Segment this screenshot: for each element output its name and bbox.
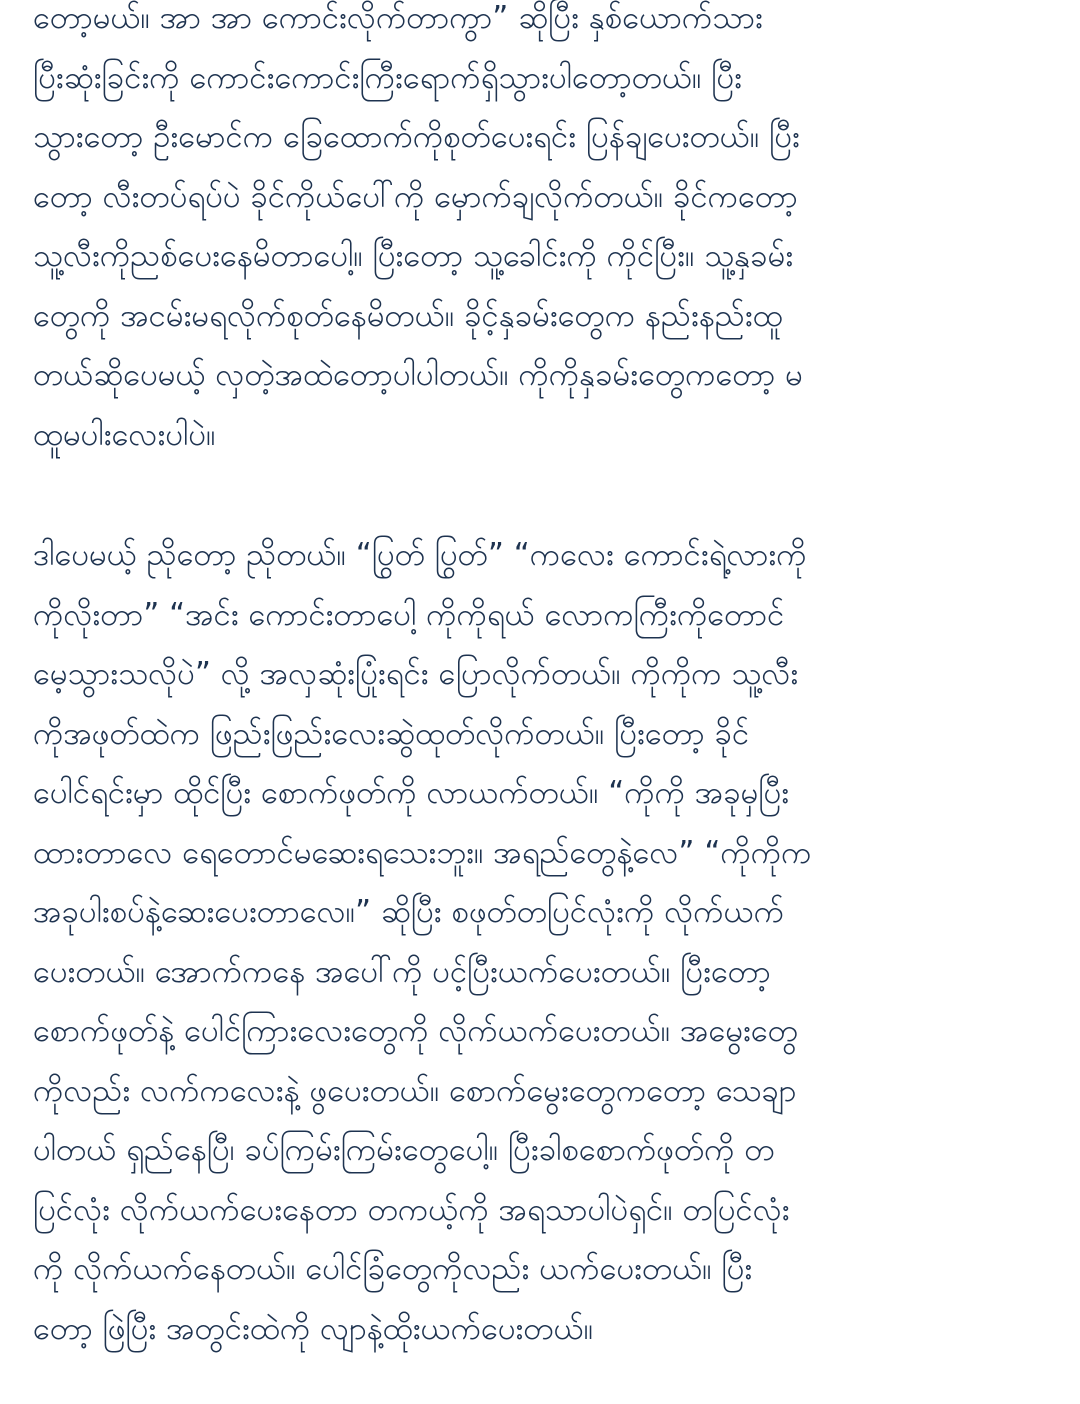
text-line: တွေကို အငမ်းမရလိုက်စုတ်နေမိတယ်။ ခိုင့်နှခမ်းတွေက နည်းနည်းထူ [33, 297, 783, 334]
text-line: ကိုလည်း လက်ကလေးနဲ့ ဖွပေးတယ်။ စောက်မွေးတွေကတော့ သေချာ [33, 1072, 797, 1109]
paragraph-2 [33, 526, 1047, 1359]
text-line: စောက်ဖုတ်နဲ့ ပေါင်ကြားလေးတွေကို လိုက်ယက်ပေးတယ်။ အမွေးတွေ [33, 1013, 798, 1049]
text-line: ပါတယ် ရှည်နေပြီ၊ ခပ်ကြမ်းကြမ်းတွေပေါ့။ ပြီးခါစစောက်ဖုတ်ကို တ [33, 1132, 775, 1168]
text-line: ကိုအဖုတ်ထဲက ဖြည်းဖြည်းလေးဆွဲထုတ်လိုက်တယ်။ ပြီးတော့ ခိုင် [33, 715, 750, 752]
text-line: ပြီးဆုံးခြင်းကို ကောင်းကောင်းကြီးရောက်ရှိသွားပါတော့တယ်။ ပြီး [33, 59, 743, 96]
text-line: ကိုလိုးတာ” “အင်း ကောင်းတာပေါ့ ကိုကိုရယ် လောကကြီးကိုတောင် [33, 596, 785, 633]
text-line: သူ့လီးကိုညစ်ပေးနေမိတာပေါ့။ ပြီးတော့ သူ့ခေါင်းကို ကိုင်ပြီး။ သူ့နှခမ်း [33, 238, 794, 274]
text-line: တော့ ဖြဲပြီး အတွင်းထဲကို လျာနဲ့ထိုးယက်ပေးတယ်။ [33, 1310, 594, 1347]
paragraph-spacer [33, 465, 1047, 526]
text-line: တော့ လီးတပ်ရပ်ပဲ ခိုင်ကိုယ်ပေါ်ကို မှောက်ချလိုက်တယ်။ ခိုင်ကတော့ [33, 178, 798, 215]
text-line: ပြင်လုံး လိုက်ယက်ပေးနေတာ တကယ့်ကို အရသာပါပဲရှင်။ တပြင်လုံး [33, 1191, 790, 1228]
article-text [33, 0, 1047, 1359]
text-line: တယ်ဆိုပေမယ့် လှတဲ့အထဲတော့ပါပါတယ်။ ကိုကိုနှခမ်းတွေကတော့ မ [33, 357, 803, 393]
text-line: တော့မယ်။ အာ အာ ကောင်းလိုက်တာကွာ” ဆိုပြီး နှစ်ယောက်သား [33, 0, 763, 36]
text-line: ဒါပေမယ့် ညိုတော့ ညိုတယ်။ “ပြွတ် ပြွတ်” “ကလေး ကောင်းရဲ့လားကို [33, 537, 807, 573]
text-line: ပေးတယ်။ အောက်ကနေ အပေါ်ကို ပင့်ပြီးယက်ပေးတယ်။ ပြီးတော့ [33, 953, 771, 990]
text-line: အခုပါးစပ်နဲ့ဆေးပေးတာလေ။” ဆိုပြီး စဖုတ်တပြင်လုံးကို လိုက်ယက် [33, 894, 785, 930]
text-line: ထားတာလေ ရေတောင်မဆေးရသေးဘူး။ အရည်တွေနဲ့လေ” “ကိုကိုက [33, 834, 812, 871]
text-line: မေ့သွားသလိုပဲ” လို့ အလှဆုံးပြုံးရင်း ပြောလိုက်တယ်။ ကိုကိုက သူ့လီး [33, 656, 799, 692]
paragraph-1 [33, 0, 1047, 465]
text-line: ထူမပါးလေးပါပဲ။ [33, 416, 216, 453]
text-line: သွားတော့ ဦးမောင်က ခြေထောက်ကိုစုတ်ပေးရင်း ပြန်ချပေးတယ်။ ပြီး [33, 119, 800, 155]
text-line: ပေါင်ရင်းမှာ ထိုင်ပြီး စောက်ဖုတ်ကို လာယက်တယ်။ “ကိုကို အခုမှပြီး [33, 775, 790, 811]
text-line: ကို လိုက်ယက်နေတယ်။ ပေါင်ခြံတွေကိုလည်း ယက်ပေးတယ်။ ပြီး [33, 1251, 753, 1287]
